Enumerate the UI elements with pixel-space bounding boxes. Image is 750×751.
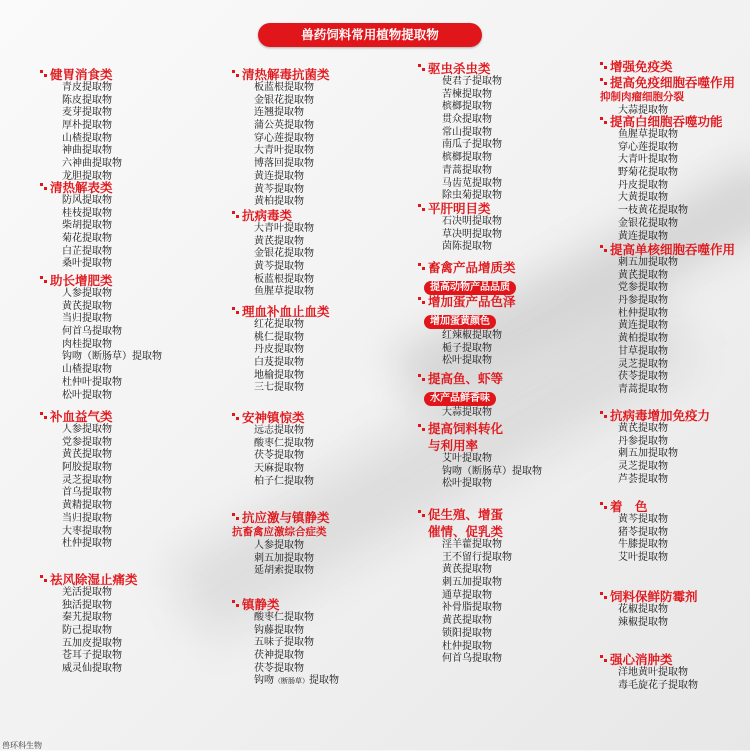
extract-item: 栀子提取物 [442, 342, 492, 354]
extract-item [254, 675, 339, 688]
category-heading-line2 [418, 522, 512, 539]
extract-item: 艾叶提取物 [442, 453, 492, 464]
extract-list [418, 330, 516, 368]
extract-item: 白芷提取物 [62, 245, 112, 257]
extract-item: 红辣椒提取物 [442, 330, 502, 341]
section-bullet-icon [418, 204, 426, 212]
category-title: 促生殖、增蛋 [428, 506, 504, 522]
extract-list [600, 129, 723, 243]
extract-item: 大青叶提取物 [254, 145, 314, 157]
extract-list [600, 667, 698, 692]
category-heading-line2 [418, 436, 542, 453]
category-heading [600, 497, 668, 514]
extract-item: 党参提取物 [618, 282, 668, 294]
extract-item: 甘草提取物 [618, 345, 668, 357]
category-section [600, 497, 668, 565]
category-section [232, 302, 330, 395]
section-bullet-icon [600, 592, 608, 600]
extract-item: 首乌提取物 [62, 487, 112, 499]
category-title: 增加蛋产品色泽 [428, 293, 516, 309]
extract-item: 五加皮提取物 [62, 637, 122, 649]
category-title: 催情、促乳类 [428, 523, 504, 539]
extract-list [232, 425, 314, 488]
category-title: 抗应激与镇静类 [242, 509, 330, 525]
extract-item: 肉桂提取物 [62, 338, 112, 350]
category-title: 抗病毒类 [242, 207, 293, 223]
category-section [418, 369, 503, 420]
extract-item: 黄芪提取物 [442, 615, 492, 627]
extract-item: 黄芪提取物 [618, 269, 668, 281]
extract-item: 桃仁提取物 [254, 331, 304, 343]
category-title: 补血益气类 [50, 408, 113, 424]
category-heading [600, 650, 698, 667]
extract-item: 陈皮提取物 [62, 94, 112, 106]
category-heading [418, 292, 516, 309]
category-heading [232, 595, 339, 612]
section-bullet-icon [418, 424, 426, 432]
extract-item: 灵芝提取物 [618, 461, 668, 473]
extract-item: 秦艽提取物 [62, 612, 112, 624]
extract-item: 博落回提取物 [254, 158, 314, 170]
extract-item: 黄芪提取物 [618, 423, 668, 434]
category-title: 清热解毒抗菌类 [242, 66, 330, 82]
category-heading [40, 407, 113, 424]
extract-item: 大枣提取物 [62, 525, 112, 537]
extract-item: 一枝黄花提取物 [618, 205, 688, 217]
extract-item: 杜仲提取物 [442, 640, 492, 652]
category-title: 提高单核细胞吞噬作用 [610, 241, 736, 257]
extract-list [232, 82, 330, 209]
extract-item: 刺五加提取物 [618, 257, 678, 268]
category-section [418, 199, 502, 254]
section-bullet-icon [600, 655, 608, 663]
category-section [600, 240, 735, 397]
extract-item: 王不留行提取物 [442, 551, 512, 563]
category-subtitle: 抗畜禽应激综合症类 [232, 526, 327, 538]
extract-item: 茵陈提取物 [442, 241, 492, 253]
extract-item: 麦芽提取物 [62, 107, 112, 119]
extract-item: 黄精提取物 [62, 500, 112, 512]
extract-item: 常山提取物 [442, 126, 492, 138]
extract-list [418, 539, 512, 666]
extract-item: 钩吻（断肠草）提取物 [442, 465, 542, 477]
extract-item: 丹参提取物 [618, 435, 668, 447]
section-bullet-icon [418, 64, 426, 72]
extract-item: 板蓝根提取物 [254, 273, 314, 285]
extract-list [40, 195, 113, 271]
category-heading [418, 419, 542, 436]
category-section [600, 406, 710, 486]
section-bullet-icon [600, 117, 608, 125]
section-bullet-icon [600, 411, 608, 419]
extract-item: 苍耳子提取物 [62, 650, 122, 662]
extract-list [600, 604, 698, 629]
extract-item: 贯众提取物 [442, 114, 492, 126]
extract-item: 何首乌提取物 [62, 326, 122, 338]
category-heading [600, 406, 710, 423]
extract-item: 猪苓提取物 [618, 526, 668, 538]
category-section [600, 650, 698, 692]
extract-item: 板蓝根提取物 [254, 82, 314, 93]
extract-item: 阿胶提取物 [62, 462, 112, 474]
category-heading [40, 271, 162, 288]
extract-item: 黄芪提取物 [62, 449, 112, 461]
extract-item: 菊花提取物 [62, 233, 112, 245]
extract-item: 石决明提取物 [442, 216, 502, 227]
category-tag: 增加蛋黄颜色 [424, 315, 496, 329]
extract-item: 黄芪提取物 [62, 300, 112, 312]
extract-item: 大蒜提取物 [442, 407, 492, 418]
extract-item: 黄芩提取物 [618, 514, 668, 525]
footer-text: 兽环科生物 [2, 741, 42, 750]
extract-item: 牛膝提取物 [618, 539, 668, 551]
category-heading [40, 570, 138, 587]
category-heading [40, 65, 122, 82]
category-title: 安神镇惊类 [242, 409, 305, 425]
section-bullet-icon [232, 70, 240, 78]
extract-item: 洋地黄叶提取物 [618, 667, 688, 678]
category-title: 平肝明目类 [428, 200, 491, 216]
section-bullet-icon [232, 211, 240, 219]
category-title: 清热解表类 [50, 179, 113, 195]
category-section [600, 587, 698, 629]
extract-item: 艾叶提取物 [618, 552, 668, 564]
extract-item: 连翘提取物 [254, 107, 304, 119]
extract-item: 柴胡提取物 [62, 220, 112, 232]
extract-item: 防风提取物 [62, 195, 112, 206]
category-heading [232, 408, 314, 425]
category-section [40, 178, 113, 271]
extract-item: 青蒿提取物 [442, 164, 492, 176]
extract-item: 大青叶提取物 [618, 154, 678, 166]
section-bullet-icon [232, 413, 240, 421]
category-title: 提高饲料转化 [428, 420, 504, 436]
section-bullet-icon [232, 513, 240, 521]
category-heading [40, 178, 113, 195]
category-heading [418, 199, 502, 216]
category-heading [600, 57, 673, 74]
extract-item: 花椒提取物 [618, 604, 668, 615]
extract-item: 补骨脂提取物 [442, 602, 502, 614]
category-section [418, 258, 516, 296]
section-bullet-icon [600, 62, 608, 70]
extract-item: 金银花提取物 [254, 94, 314, 106]
category-section [418, 59, 502, 203]
category-title: 祛风除湿止痛类 [50, 571, 138, 587]
category-section [418, 419, 542, 491]
category-tag: 水产品鲜香味 [424, 392, 496, 406]
extract-item: 锁阳提取物 [442, 627, 492, 639]
extract-item: 当归提取物 [62, 313, 112, 325]
extract-item: 金银花提取物 [254, 248, 314, 260]
section-bullet-icon [418, 510, 426, 518]
extract-list [232, 319, 330, 395]
extract-item: 钩吻（断肠草）提取物 [62, 351, 162, 363]
extract-item-suffix: 提取物 [309, 675, 339, 687]
category-title: 着 色 [610, 498, 648, 514]
section-bullet-icon [418, 297, 426, 305]
extract-item: 独活提取物 [62, 599, 112, 611]
extract-item: 鱼腥草提取物 [254, 286, 314, 298]
extract-item: 青皮提取物 [62, 82, 112, 93]
extract-item: 鱼腥草提取物 [618, 129, 678, 140]
extract-item: 黄芩提取物 [254, 183, 304, 195]
category-section [232, 508, 330, 578]
section-bullet-icon [232, 600, 240, 608]
extract-list [40, 424, 113, 551]
extract-item: 青蒿提取物 [618, 383, 668, 395]
extract-item-note: （断肠草） [274, 677, 309, 686]
extract-item: 延胡索提取物 [254, 565, 314, 577]
category-heading [600, 73, 735, 90]
extract-item: 松叶提取物 [442, 355, 492, 367]
extract-item: 黄连提取物 [254, 170, 304, 182]
category-section [232, 408, 314, 488]
extract-item: 龙胆提取物 [62, 170, 112, 182]
category-tag: 提高动物产品品质 [424, 281, 516, 295]
extract-item: 桑叶提取物 [62, 258, 112, 270]
extract-item: 远志提取物 [254, 425, 304, 436]
category-title: 镇静类 [242, 596, 280, 612]
extract-item: 杜仲叶提取物 [62, 376, 122, 388]
extract-item: 黄连提取物 [618, 230, 668, 242]
extract-item: 丹皮提取物 [618, 179, 668, 191]
extract-item: 金银花提取物 [618, 217, 678, 229]
extract-item: 野菊花提取物 [618, 167, 678, 179]
extract-list [418, 76, 502, 203]
extract-item: 刺五加提取物 [254, 552, 314, 564]
extract-item: 槟榔提取物 [442, 101, 492, 113]
extract-item: 大黄提取物 [618, 192, 668, 204]
extract-item: 桂枝提取物 [62, 207, 112, 219]
extract-item: 何首乌提取物 [442, 653, 502, 665]
extract-item: 白芨提取物 [254, 357, 304, 369]
category-section [418, 505, 512, 666]
category-heading [232, 206, 314, 223]
category-title: 与利用率 [428, 437, 479, 453]
category-title: 健胃消食类 [50, 66, 113, 82]
extract-item: 地榆提取物 [254, 369, 304, 381]
extract-item: 淫羊藿提取物 [442, 539, 502, 550]
extract-item: 蒲公英提取物 [254, 120, 314, 132]
category-title: 提高白细胞吞噬功能 [610, 113, 723, 129]
section-bullet-icon [40, 412, 48, 420]
extract-item: 钩藤提取物 [254, 624, 304, 636]
extract-item: 杜仲提取物 [618, 307, 668, 319]
extract-list [40, 82, 122, 184]
category-heading [418, 258, 516, 275]
extract-item: 酸枣仁提取物 [254, 437, 314, 449]
category-section [40, 570, 138, 676]
extract-item: 当归提取物 [62, 512, 112, 524]
section-bullet-icon [40, 276, 48, 284]
extract-item: 厚朴提取物 [62, 120, 112, 132]
extract-item: 刺五加提取物 [618, 448, 678, 460]
category-section [40, 271, 162, 402]
extract-item: 刺五加提取物 [442, 577, 502, 589]
extract-item: 松叶提取物 [62, 389, 112, 401]
category-title: 畜禽产品增质类 [428, 259, 516, 275]
extract-list [600, 514, 668, 565]
extract-item: 槟榔提取物 [442, 152, 492, 164]
extract-list [40, 587, 138, 676]
extract-item: 茯苓提取物 [254, 662, 304, 674]
category-heading [418, 505, 512, 522]
category-section [232, 206, 314, 299]
extract-item: 大青叶提取物 [254, 223, 314, 234]
extract-list [418, 216, 502, 254]
extract-item: 丹参提取物 [618, 295, 668, 307]
category-title: 助长增肥类 [50, 272, 113, 288]
extract-item: 大蒜提取物 [618, 105, 668, 116]
section-bullet-icon [418, 374, 426, 382]
extract-item: 六神曲提取物 [62, 158, 122, 170]
extract-item: 除虫菊提取物 [442, 190, 502, 202]
extract-list [232, 540, 330, 578]
extract-item-name: 钩吻 [254, 675, 274, 687]
extract-item: 使君子提取物 [442, 76, 502, 87]
extract-item: 神曲提取物 [62, 145, 112, 157]
extract-item: 丹皮提取物 [254, 344, 304, 356]
extract-item: 五味子提取物 [254, 637, 314, 649]
category-section [418, 292, 516, 368]
category-heading [232, 302, 330, 319]
extract-item: 威灵仙提取物 [62, 663, 122, 675]
category-section [600, 112, 723, 243]
section-bullet-icon [418, 263, 426, 271]
extract-item: 红花提取物 [254, 319, 304, 330]
category-section [40, 65, 122, 184]
category-section [232, 595, 339, 688]
category-title: 理血补血止血类 [242, 303, 330, 319]
extract-list [232, 223, 314, 299]
extract-list [232, 612, 339, 688]
extract-list [600, 423, 710, 486]
category-heading [232, 65, 330, 82]
extract-item: 三七提取物 [254, 382, 304, 394]
extract-item: 茯神提取物 [254, 650, 304, 662]
extract-item: 黄柏提取物 [618, 333, 668, 345]
category-title: 增强免疫类 [610, 58, 673, 74]
extract-item: 黄芩提取物 [254, 261, 304, 273]
extract-item: 黄芪提取物 [442, 564, 492, 576]
category-heading [600, 587, 698, 604]
section-bullet-icon [40, 70, 48, 78]
category-heading [600, 240, 735, 257]
category-title: 驱虫杀虫类 [428, 60, 491, 76]
extract-item: 苦楝提取物 [442, 88, 492, 100]
extract-item: 草决明提取物 [442, 228, 502, 240]
extract-item: 黄柏提取物 [254, 196, 304, 208]
extract-item: 人参提取物 [62, 424, 112, 435]
extract-item: 灵芝提取物 [62, 474, 112, 486]
extract-item: 防己提取物 [62, 625, 112, 637]
extract-list [418, 453, 542, 491]
category-title: 抗病毒增加免疫力 [610, 407, 711, 423]
category-heading [600, 112, 723, 129]
extract-item: 柏子仁提取物 [254, 475, 314, 487]
section-bullet-icon [600, 245, 608, 253]
extract-item: 黄连提取物 [618, 320, 668, 332]
extract-item: 人参提取物 [62, 288, 112, 299]
category-title: 提高鱼、虾等 [428, 370, 504, 386]
extract-item: 穿心莲提取物 [254, 132, 314, 144]
extract-item: 马齿苋提取物 [442, 177, 502, 189]
extract-item: 人参提取物 [254, 540, 304, 551]
category-title: 强心消肿类 [610, 651, 673, 667]
category-heading [418, 369, 503, 386]
extract-item: 杜仲提取物 [62, 538, 112, 550]
extract-item: 山楂提取物 [62, 132, 112, 144]
extract-item: 灵芝提取物 [618, 358, 668, 370]
category-title: 提高免疫细胞吞噬作用 [610, 74, 736, 90]
section-bullet-icon [40, 575, 48, 583]
extract-item: 茯苓提取物 [618, 371, 668, 383]
section-bullet-icon [600, 78, 608, 86]
extract-item: 酸枣仁提取物 [254, 612, 314, 623]
extract-item: 茯苓提取物 [254, 450, 304, 462]
extract-item: 松叶提取物 [442, 478, 492, 490]
category-subtitle: 抑制肉瘤细胞分裂 [600, 91, 684, 103]
section-bullet-icon [40, 183, 48, 191]
extract-item: 山楂提取物 [62, 364, 112, 376]
section-bullet-icon [232, 307, 240, 315]
extract-list [40, 288, 162, 402]
category-section [600, 57, 673, 74]
page-title: 兽药饲料常用植物提取物 [258, 23, 482, 47]
extract-item: 辣椒提取物 [618, 616, 668, 628]
category-section [232, 65, 330, 209]
extract-item: 黄芪提取物 [254, 235, 304, 247]
extract-item: 羌活提取物 [62, 587, 112, 598]
section-bullet-icon [600, 502, 608, 510]
extract-list [600, 257, 735, 397]
extract-item: 天麻提取物 [254, 463, 304, 475]
category-heading [418, 59, 502, 76]
extract-item: 通草提取物 [442, 589, 492, 601]
extract-item: 穿心莲提取物 [618, 141, 678, 153]
extract-item: 芦荟提取物 [618, 473, 668, 485]
extract-item: 南瓜子提取物 [442, 139, 502, 151]
extract-item: 党参提取物 [62, 436, 112, 448]
category-title: 饲料保鲜防霉剂 [610, 588, 698, 604]
category-section [40, 407, 113, 551]
extract-item: 毒毛旋花子提取物 [618, 679, 698, 691]
category-heading [232, 508, 330, 525]
